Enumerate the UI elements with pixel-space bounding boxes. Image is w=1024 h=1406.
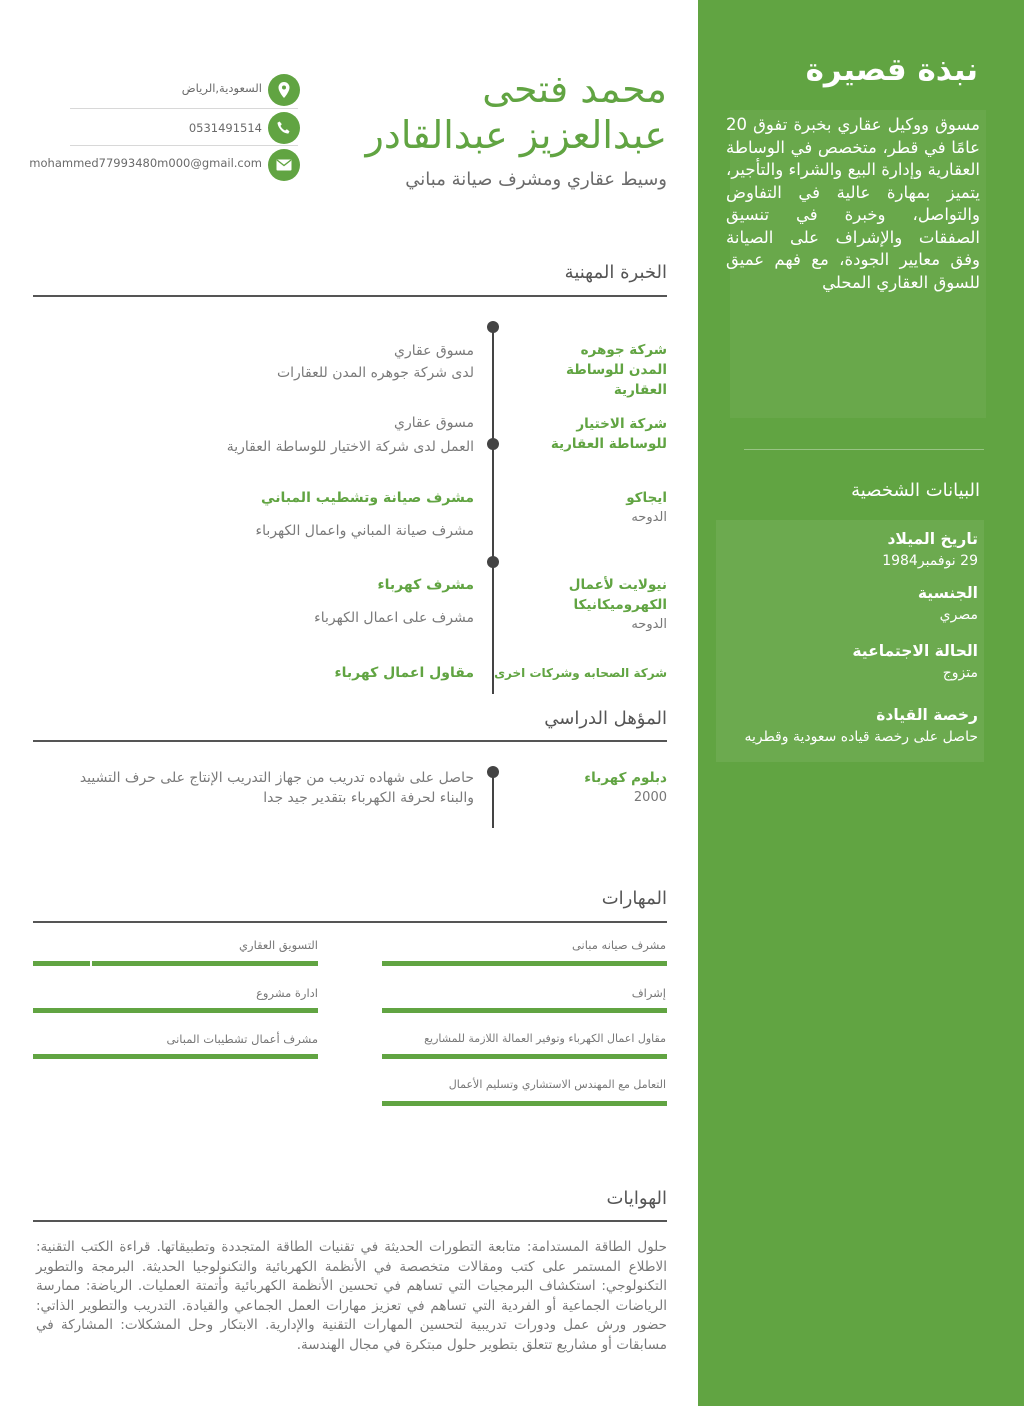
experience-company: شركة الاختيار للوساطة العقارية — [550, 416, 667, 452]
personal-value: 29 نوفمبر1984 — [882, 553, 978, 569]
degree-name: دبلوم كهرباء — [584, 770, 667, 786]
contact-divider — [70, 108, 298, 109]
personal-title: البيانات الشخصية — [851, 480, 980, 501]
experience-company: شركة جوهره المدن للوساطة العقارية — [565, 342, 667, 398]
skill-label: التعامل مع المهندس الاستشاري وتسليم الأعمال — [448, 1078, 666, 1091]
experience-role — [277, 340, 474, 384]
personal-value: متزوج — [942, 665, 978, 681]
experience-role — [334, 662, 474, 684]
experience-role — [314, 574, 474, 629]
contact-divider — [70, 145, 298, 146]
role-desc: لدى شركة جوهره المدن للعقارات — [276, 365, 474, 381]
skill-label: إشراف — [631, 986, 666, 1000]
personal-label: رخصة القيادة — [876, 706, 978, 724]
personal-label: الجنسية — [917, 584, 978, 602]
skill-bar — [382, 1101, 667, 1106]
contact-email[interactable]: mohammed77993480m000@gmail.com — [29, 156, 262, 170]
skill-label: التسويق العقاري — [239, 938, 318, 952]
personal-item-nationality — [918, 584, 978, 623]
personal-value: مصري — [939, 607, 978, 623]
hobbies-text: حلول الطاقة المستدامة: متابعة التطورات الحديثة في تقنيات الطاقة المتجددة وتطبيقاتها. قراءة الكتب التقنية: الاطلاع المستمر على كتب ومقالات متخصصة في الأنظمة الكهربائية والتكنولوجيا الحديثة. البرمجة والتطوير التكنولوجي: استكشاف البرمجيات التي تساهم في تحسين الأنظمة الكهربائية وأتمتة العمليات. الرياضة: ممارسة الرياضات الجماعية أو الفردية التي تساهم في تعزيز مهارات العمل الجماعي والقيادة. التدريب والتطوير الذاتي: حضور ورش عمل ودورات تدريبية لتحسين المهارات التقنية والإدارية. الابتكار وحل المشكلات: المشاركة في مسابقات أو مشاريع تتعلق بتطوير حلول مبتكرة في مجال الهندسة. — [36, 1239, 667, 1353]
name-line-1: محمد فتحى — [482, 67, 667, 111]
experience-role — [227, 412, 474, 458]
skill-label: مشرف أعمال تشطيبات المبانى — [166, 1032, 318, 1046]
skill-bar — [382, 961, 667, 966]
personal-value: حاصل على رخصة قياده سعودية وقطريه — [744, 729, 978, 745]
experience-company — [542, 575, 667, 635]
experience-role — [256, 487, 474, 542]
education-degree — [542, 768, 667, 808]
company-name: نيولايت لأعمال الكهروميكانيكا — [568, 577, 667, 613]
full-name — [366, 66, 667, 158]
name-line-2: عبدالعزيز عبدالقادر — [365, 113, 667, 157]
sidebar-divider — [744, 449, 984, 450]
role-desc: مشرف صيانة المباني واعمال الكهرباء — [255, 523, 474, 539]
education-desc — [80, 768, 474, 808]
timeline-dot — [487, 321, 499, 333]
experience-company — [542, 488, 667, 528]
about-title: نبذة قصيرة — [805, 52, 978, 88]
role-title: مشرف كهرباء — [377, 577, 474, 593]
job-title: وسيط عقاري ومشرف صيانة مباني — [405, 169, 667, 190]
skill-label: مشرف صيانه مبانى — [571, 938, 666, 952]
experience-title: الخبرة المهنية — [564, 262, 667, 283]
personal-label: تاريخ الميلاد — [887, 530, 978, 548]
phone-icon — [268, 112, 300, 144]
experience-rule — [33, 295, 667, 297]
role-title: مقاول اعمال كهرباء — [334, 665, 474, 681]
role-title: مشرف صيانة وتشطيب المباني — [261, 490, 474, 506]
location-pin-icon — [268, 74, 300, 106]
degree-year: 2000 — [633, 790, 667, 805]
skill-bar — [33, 1054, 318, 1059]
skill-bar — [382, 1054, 667, 1059]
personal-item-driving-license — [744, 706, 978, 745]
role-title: مسوق عقاري — [394, 343, 474, 359]
experience-company: شركة الصحابه وشركات اخرى — [494, 666, 667, 680]
education-desc-line: حاصل على شهاده تدريب من جهاز التدريب الإنتاج على حرف التشييد — [79, 770, 474, 786]
company-name: ايجاكو — [626, 490, 667, 506]
timeline-dot — [487, 438, 499, 450]
education-timeline — [492, 772, 494, 828]
sidebar — [698, 0, 1024, 1406]
about-text: مسوق ووكيل عقاري بخبرة تفوق 20 عامًا في قطر، متخصص في الوساطة العقارية وإدارة البيع والشراء والتأجير، يتميز بمهارة عالية في التفاوض والتواصل، وخبرة في تنسيق الصفقات والإشراف على الصيانة وفق معايير الجودة، مع فهم عميق للسوق العقاري المحلي — [726, 115, 980, 292]
education-rule — [33, 740, 667, 742]
education-title: المؤهل الدراسي — [544, 708, 667, 729]
contact-phone[interactable]: 0531491514 — [188, 121, 262, 135]
timeline-dot — [487, 556, 499, 568]
hobbies-rule — [33, 1220, 667, 1222]
role-desc: العمل لدى شركة الاختيار للوساطة العقارية — [226, 439, 474, 455]
personal-item-birthdate — [882, 530, 978, 569]
timeline-dot — [487, 766, 499, 778]
skill-bar — [33, 1008, 318, 1013]
email-icon — [268, 149, 300, 181]
skills-rule — [33, 921, 667, 923]
role-desc: مشرف على اعمال الكهرباء — [314, 610, 474, 626]
company-city: الدوحه — [631, 617, 667, 632]
hobbies-title: الهوايات — [606, 1188, 667, 1209]
role-title: مسوق عقاري — [394, 415, 474, 431]
skill-label: ادارة مشروع — [256, 986, 318, 1000]
skill-label: مقاول اعمال الكهرباء وتوفير العمالة اللازمة للمشاريع — [424, 1032, 666, 1045]
skill-bar — [33, 961, 318, 966]
experience-timeline — [492, 327, 494, 694]
skill-bar — [382, 1008, 667, 1013]
personal-label: الحالة الاجتماعية — [852, 642, 978, 660]
education-desc-line: والبناء لحرفة الكهرباء بتقدير جيد جدا — [263, 790, 474, 806]
skills-title: المهارات — [601, 888, 667, 909]
contact-location: السعودية,الرياض — [181, 81, 262, 95]
personal-item-marital-status — [852, 642, 978, 681]
company-city: الدوحه — [631, 510, 667, 525]
